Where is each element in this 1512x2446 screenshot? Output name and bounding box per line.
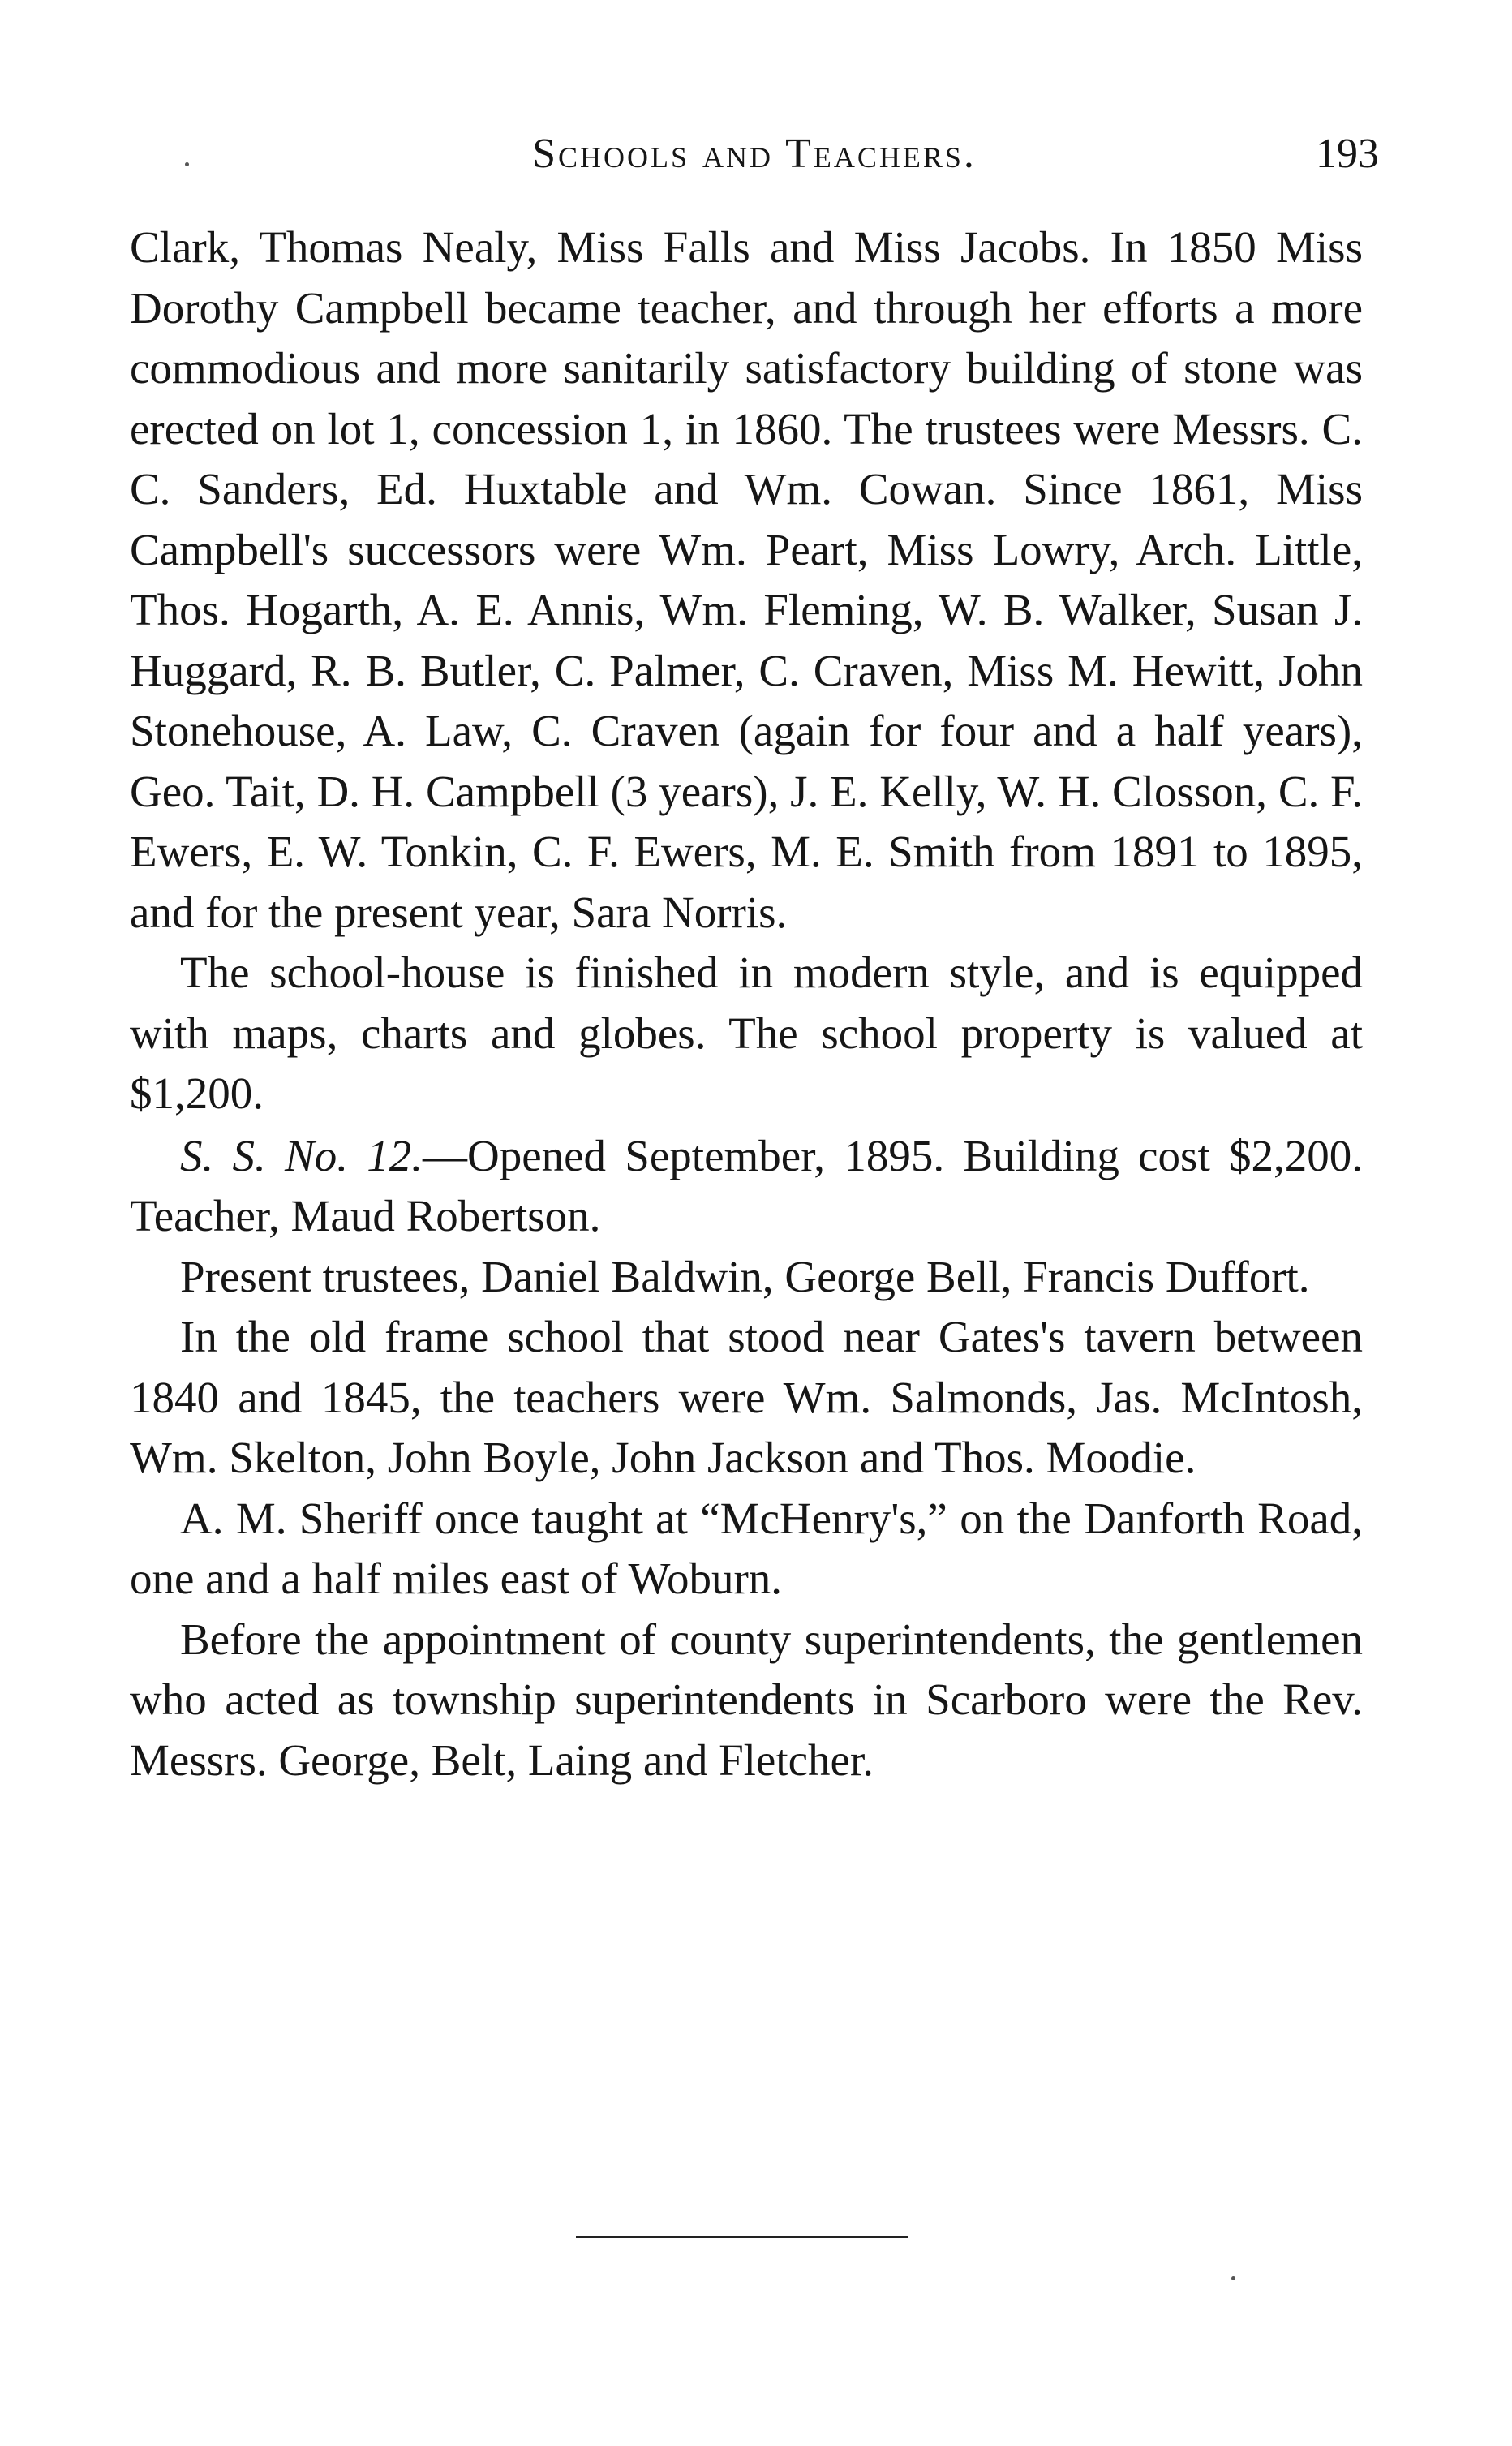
speck-mark <box>185 162 189 166</box>
paragraph-old-frame-school: In the old frame school that stood near Gates's tavern between 1840 and 1845, the teachers were Wm. Salmonds, Jas. McIntosh, Wm. Skelton, John Boyle, John Jackson and Thos. Moodie. <box>130 1312 1363 1482</box>
page-number: 193 <box>1316 131 1379 177</box>
paragraph-trustees: Present trustees, Daniel Baldwin, George Bell, Francis Duffort. <box>180 1251 1310 1301</box>
paragraph-sheriff: A. M. Sheriff once taught at “McHenry's,” on the Danforth Road, one and a half miles east of Woburn. <box>130 1493 1363 1603</box>
running-title: Schools and Teachers. <box>532 131 977 177</box>
section-label: S. S. No. 12. <box>180 1130 423 1180</box>
paragraph-school-house: The school-house is finished in modern style, and is equipped with maps, charts and globes. The school property is valued at $1,200. <box>130 948 1363 1118</box>
closing-rule <box>576 2236 908 2238</box>
paragraph-teachers-list: Clark, Thomas Nealy, Miss Falls and Miss Jacobs. In 1850 Miss Dorothy Campbell became teacher, and through her efforts a more commodious and more sanitarily satisfactory building of stone was erected on lot 1, concession 1, in 1860. The trustees were Messrs. C. C. Sanders, Ed. Huxtable and Wm. Cowan. Since 1861, Miss Campbell's successors were Wm. Peart, Miss Lowry, Arch. Little, Thos. Hogarth, A. E. Annis, Wm. Fleming, W. B. Walker, Susan J. Huggard, R. B. Butler, C. Palmer, C. Craven, Miss M. Hewitt, John Stonehouse, A. Law, C. Craven (again for four and a half years), Geo. Tait, D. H. Campbell (3 years), J. E. Kelly, W. H. Closson, C. F. Ewers, E. W. Tonkin, C. F. Ewers, M. E. Smith from 1891 to 1895, and for the present year, Sara Norris. <box>130 222 1363 937</box>
paragraph-superintendents: Before the appointment of county superintendents, the gentlemen who acted as township superintendents in Scarboro were the Rev. Messrs. George, Belt, Laing and Fletcher. <box>130 1614 1363 1785</box>
page-header <box>130 122 1379 187</box>
body-text <box>130 217 1363 1790</box>
speck-mark <box>1231 2276 1235 2280</box>
section-text: —Opened September, 1895. Building cost $2,200. Teacher, Maud Robertson. <box>130 1130 1364 1240</box>
paragraph-section-ss12 <box>130 1126 1363 1247</box>
